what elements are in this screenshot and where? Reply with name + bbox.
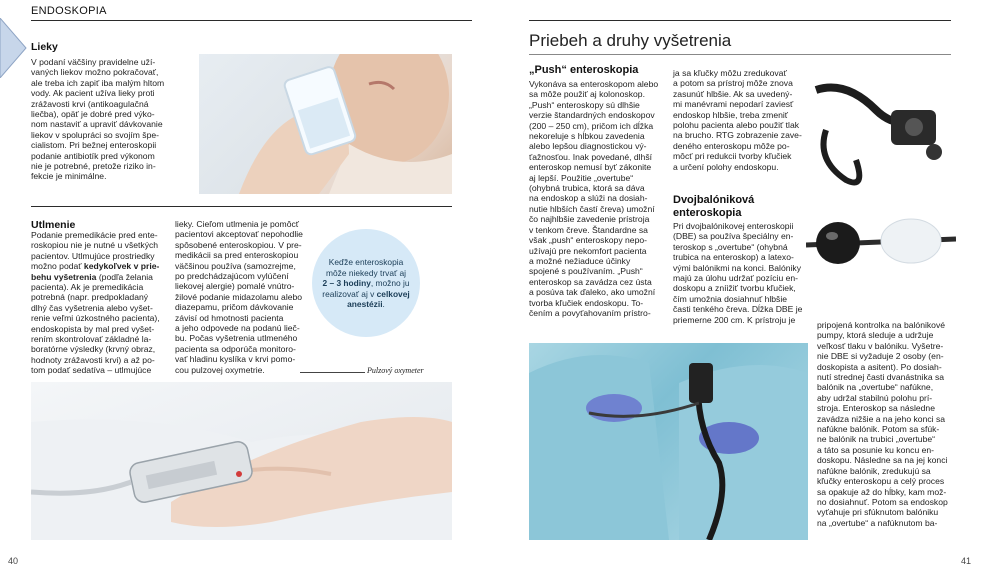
text-line: fekcie je minimálne. xyxy=(31,171,107,182)
text-line: (DBE) sa používa špeciálny en- xyxy=(673,231,794,242)
text-line: a potom sa prístroj môže znova xyxy=(673,78,793,89)
lieky-heading: Lieky xyxy=(31,41,58,53)
text-line: V podaní väčšiny pravidelne uží- xyxy=(31,57,156,67)
lieky-text xyxy=(31,57,201,182)
text-line: aj lepší. Použitie „overtube“ xyxy=(529,172,634,183)
text-line: časti tenkého čreva. Dĺžka DBE je xyxy=(673,304,803,315)
balloon-photo xyxy=(806,205,956,285)
utlmenie-col2 xyxy=(175,219,315,375)
text-line: vaných liekov možno pokračovať, xyxy=(31,67,159,78)
text-line: nie DBE si vyžaduje 2 osoby (en- xyxy=(817,351,944,362)
text-line: aby udržal stabilnú polohu prí- xyxy=(817,392,933,403)
push-col2 xyxy=(673,68,813,172)
text-line: pacienta sa odporúča monitoro- xyxy=(175,343,296,354)
dbe-heading: Dvojbalóniková enteroskopia xyxy=(673,194,755,219)
text-line: sa opakuje až do hĺbky, kam mož- xyxy=(817,486,947,497)
text-line: ale treba ich zapiť iba malým hltom xyxy=(31,77,165,88)
text-line: polohu pacienta alebo použiť tlak xyxy=(673,120,800,131)
page-title: Priebeh a druhy vyšetrenia xyxy=(529,31,732,50)
text-line: doskopista a asitent). Po dosiah- xyxy=(817,361,942,372)
text-line: diazepamu, pričom dávkovanie xyxy=(175,302,294,313)
text-line: stroja. Enteroskop sa následne xyxy=(817,403,935,414)
header-rule-right xyxy=(529,20,951,21)
text-line: ťažnosťou. Inak povedané, dlhší xyxy=(529,151,653,162)
text-line: lieky. Cieľom utlmenia je pomôcť xyxy=(175,219,300,229)
text-line: nutie hlbších častí čreva) umožní xyxy=(529,203,655,214)
header-rule-left xyxy=(31,20,472,21)
dbe-col2 xyxy=(673,221,813,325)
text-line: čením a povyťahovaním prístro- xyxy=(529,307,651,318)
text-line: trubica na enteroskop) a latexo- xyxy=(673,252,794,263)
text-line: enteroskop nemusí byť zákonite xyxy=(529,162,652,173)
text-line: čím umožnia dosiahnuť hlbšie xyxy=(673,293,788,304)
text-line: závisí od hmotnosti pacienta xyxy=(175,312,284,323)
section-header: ENDOSKOPIA xyxy=(31,5,107,17)
dbe-col3 xyxy=(817,320,957,528)
text-line: doskopu. Následne sa na jej konci xyxy=(817,455,948,466)
text-line: spôsobené enteroskopiou. V pre- xyxy=(175,239,302,250)
corner-arrow-icon xyxy=(0,18,32,78)
text-line: nekoreluje s hĺbkou zavedenia xyxy=(529,131,645,142)
text-line: vými balónikmi na konci. Balóniky xyxy=(673,262,802,273)
text-line: (ohybná trubica, ktorá sa dáva xyxy=(529,183,645,194)
text-line: a možné nežiaduce účinky xyxy=(529,255,631,266)
text-line: v tenkom čreve. Štandardne sa xyxy=(529,224,648,235)
procedure-photo xyxy=(529,343,808,540)
text-line: a táto sa posunie ku koncu en- xyxy=(817,444,935,455)
oxymeter-caption: Pulzový oxymeter xyxy=(367,366,424,375)
push-col1 xyxy=(529,79,671,318)
endoscope-device-illustration xyxy=(806,70,956,200)
text-line: majú za úlohu udržať pozíciu en- xyxy=(673,273,799,284)
text-line: môcť pri redukcii tvorby kľučiek xyxy=(673,151,792,162)
text-line: veľkosť tlaku v balóniku. Vyšetre- xyxy=(817,340,944,351)
text-line: pacientovi akceptovať nepohodlie xyxy=(175,229,303,240)
text-line: liekovej alergie) pomalé vnútro- xyxy=(175,281,295,292)
bold-phrase-a: kedykoľvek v prie- xyxy=(83,261,160,272)
push-heading: „Push“ enteroskopia xyxy=(529,64,639,76)
text-line: vyťahuje pri sfúknutom balóniku xyxy=(817,507,939,518)
text-line: verzie štandardných endoskopov xyxy=(529,110,655,121)
procedure-illustration xyxy=(529,343,808,540)
text-line: mi manévrami nepodarí zaviesť xyxy=(673,99,794,110)
text-line: pumpy, ktorá sleduje a udržuje xyxy=(817,330,934,341)
endoscope-device-photo xyxy=(806,70,956,200)
text-line: deného enteroskopu môže po- xyxy=(673,140,790,151)
bold-phrase-b: behu vyšetrenia xyxy=(31,271,97,282)
text-line: zrážavosti krvi (antikoagulačná xyxy=(31,98,149,109)
text-line: podanie antibiotík pred výkonom xyxy=(31,150,155,161)
text-line: nafúkne balónik. Potom sa sfúk- xyxy=(817,424,940,435)
text-line: alebo lepšou diagnostickou vý- xyxy=(529,141,647,152)
utlmenie-rule xyxy=(31,206,452,207)
text-line: cou pulzovej oxymetrie. xyxy=(175,364,265,375)
text-line: bu. Počas vyšetrenia utlmeného xyxy=(175,333,298,344)
title-underline xyxy=(529,54,951,55)
text-line: zavádza nižšie a na jeho konci sa xyxy=(817,413,946,424)
text-line: Vykonáva sa enteroskopom alebo xyxy=(529,79,659,89)
text-line: doskopu a zníižiť tvorbu kľučiek, xyxy=(673,283,796,294)
page-number-left: 40 xyxy=(8,556,19,566)
text-line: „Push“ enteroskopy sú dlhšie xyxy=(529,99,640,110)
text-line: po predchádzajúcom vylúčení xyxy=(175,271,289,282)
text-line: pripojená kontrolka na balónikové xyxy=(817,320,946,330)
utlmenie-heading: Utlmenie xyxy=(31,219,76,231)
text-line: väčšinou používa (samozrejme, xyxy=(175,260,296,271)
drinking-photo xyxy=(199,54,452,194)
text-line: a určení polohy endoskopu. xyxy=(673,161,779,172)
caption-leader-line xyxy=(300,372,365,373)
text-line: užívajú pre nekomfort pacienta xyxy=(529,245,647,256)
utlmenie-col1: Podanie premedikácie pred ente- roskopiou nie je nutné u všetkých pacientov. Utlmujúce prostriedky možno podať kedykoľvek v prie- behu vyšetrenia (podľa želania pacienta). Ak je premedikácia potrebná (napr. predpokladaný dlhý čas vyšetrenia alebo vyšet- renie veľmi úzkostného pacienta), endoskopista by mal pred vyšet- rením skontrolovať základné la- boratórne výsledky (krvný obraz, hodnoty zrážavosti krvi) a až po- tom podať sedatíva – utlmujúce xyxy=(31,230,160,376)
text-line: však „push“ enteroskopy nepo- xyxy=(529,235,647,246)
text-line: vody. Ak pacient užíva lieky proti xyxy=(31,88,155,99)
page-number-right: 41 xyxy=(961,556,972,566)
text-line: žilové podanie midazolamu alebo xyxy=(175,291,303,302)
text-line: Pri dvojbalónikovej enteroskopii xyxy=(673,221,794,231)
text-line: no dosiahnuť. Potom sa endoskop xyxy=(817,496,948,507)
text-line: na brucho. RTG zobrazenie zave- xyxy=(673,130,802,141)
text-line: na „overtube“ a nafúknutom ba- xyxy=(817,517,938,528)
text-line: enteroskop sa zavádza cez ústa xyxy=(529,276,652,287)
text-line: endoskop hlbšie, treba zmeniť xyxy=(673,109,789,120)
text-line: (200 – 250 cm), pričom ich dĺžka xyxy=(529,120,654,131)
text-line: sa môže použiť aj kolonoskop. xyxy=(529,89,645,100)
text-line: priemerne 200 cm. K prístroju je xyxy=(673,314,796,325)
text-line: ne balónik na trubici „overtube“ xyxy=(817,434,935,445)
text-line: liečba), opäť je dobré pred výko- xyxy=(31,109,155,120)
anesthesia-callout: Keďže enteroskopia môže niekedy trvať aj 2 – 3 hodiny, možno ju realizovať aj v celkovej anestézii. xyxy=(312,229,420,337)
text-line: a jeho odpovede na podanú lieč- xyxy=(175,323,300,334)
text-line: kľučky enteroskopu a celý proces xyxy=(817,476,945,487)
drinking-illustration xyxy=(199,54,452,194)
text-line: na endoskop a slúži na dosiah- xyxy=(529,193,648,204)
text-line: spojené s používaním. „Push“ xyxy=(529,266,643,277)
text-line: medikácii sa pred enteroskopiou xyxy=(175,250,299,261)
oxymeter-illustration xyxy=(31,382,452,540)
text-line: nafúkne balónik, zredukujú sa xyxy=(817,465,931,476)
text-line: nie je potrebné, pretože riziko in- xyxy=(31,161,156,172)
text-line: tvorba kľučiek endoskopu. To- xyxy=(529,297,644,308)
oxymeter-photo xyxy=(31,382,452,540)
text-line: teroskop s „overtube“ (ohybná xyxy=(673,241,788,252)
text-line: zasunúť hlbšie. Ak sa uvedený- xyxy=(673,88,793,99)
text-line: balónik na „overtube“ nafúkne, xyxy=(817,382,934,393)
text-line: čo najhlbšie zavedenie prístroja xyxy=(529,214,650,225)
text-line: a posúva tak ďaleko, ako umožní xyxy=(529,287,656,298)
text-line: vať hladinu kyslíka v krvi pomo- xyxy=(175,354,296,365)
balloon-illustration xyxy=(806,205,956,285)
text-line: liekov v spolupráci so svojím špe- xyxy=(31,129,159,140)
text-line: cialistom. Pri bežnej enteroskopii xyxy=(31,140,157,151)
text-line: nutí strednej časti dvanástnika sa xyxy=(817,372,945,383)
text-line: nom nastaviť a upraviť dávkovanie xyxy=(31,119,163,130)
text-line: ja sa kľučky môžu zredukovať xyxy=(673,68,787,78)
